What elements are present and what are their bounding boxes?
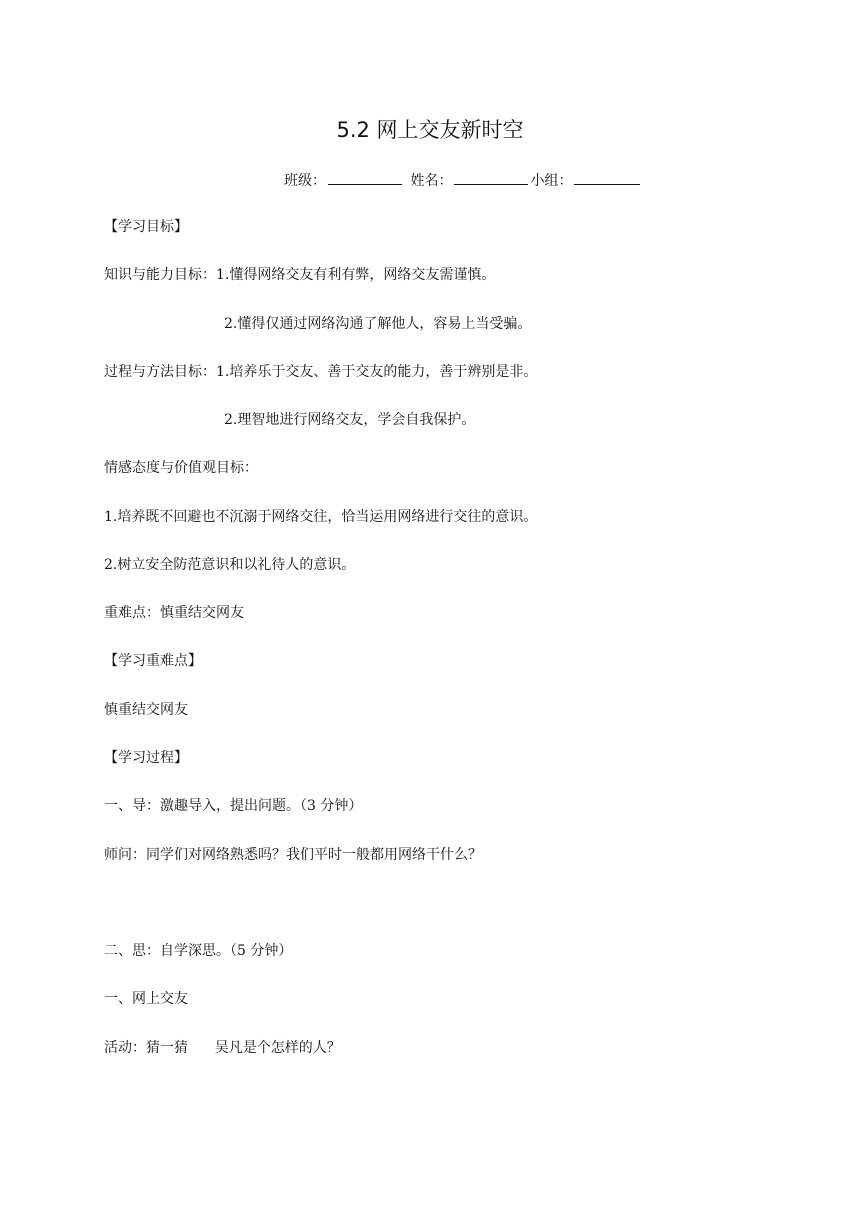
name-label: 姓名： (410, 173, 453, 189)
key-point-line: 重难点：慎重结交网友 (104, 605, 244, 621)
objectives-heading: 【学习目标】 (104, 219, 188, 235)
process-objective-2: 2.理智地进行网络交友，学会自我保护。 (224, 412, 476, 428)
activity-guess: 活动：猜一猜 吴凡是个怎样的人？ (104, 1040, 341, 1056)
emotion-objective-2: 2.树立安全防范意识和以礼待人的意识。 (104, 557, 356, 573)
step-2-self-study: 二、思：自学深思。（5 分钟） (104, 943, 293, 959)
key-difficulty-content: 慎重结交网友 (104, 702, 188, 718)
teacher-question: 师问：同学们对网络熟悉吗？我们平时一般都用网络干什么？ (104, 847, 482, 863)
learning-process-heading: 【学习过程】 (104, 750, 188, 766)
student-info-row (284, 170, 644, 190)
group-label: 小组： (530, 173, 573, 189)
knowledge-objective-2: 2.懂得仅通过网络沟通了解他人，容易上当受骗。 (224, 316, 532, 332)
emotion-heading: 情感态度与价值观目标： (104, 460, 258, 476)
step-1-intro: 一、导：激趣导入，提出问题。（3 分钟） (104, 798, 363, 814)
key-difficulty-heading: 【学习重难点】 (104, 653, 202, 669)
group-blank (574, 170, 640, 185)
page-title: 5.2 网上交友新时空 (336, 118, 524, 142)
name-blank (454, 170, 528, 185)
class-label: 班级： (284, 173, 326, 189)
class-blank (328, 170, 402, 185)
emotion-objective-1: 1.培养既不回避也不沉溺于网络交往，恰当运用网络进行交往的意识。 (104, 509, 538, 525)
process-objective-1: 过程与方法目标：1.培养乐于交友、善于交友的能力，善于辨别是非。 (104, 364, 538, 380)
knowledge-objective-1: 知识与能力目标：1.懂得网络交友有利有弊，网络交友需谨慎。 (104, 267, 496, 283)
section-online-friends: 一、网上交友 (104, 991, 188, 1007)
